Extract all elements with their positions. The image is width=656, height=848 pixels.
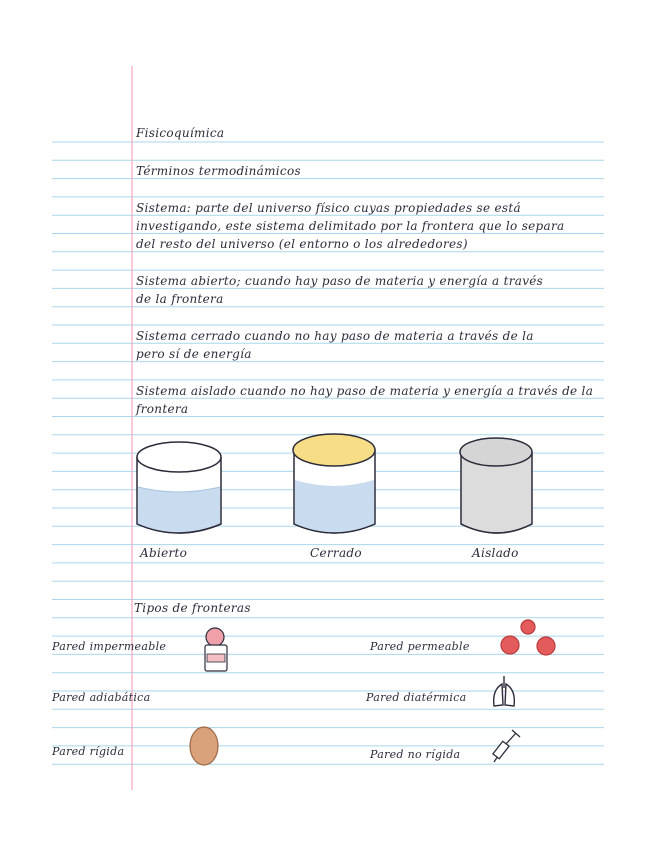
definition-open-line1: Sistema abierto; cuando hay paso de materia y energía a través <box>136 274 544 288</box>
ruled-lines <box>52 142 604 764</box>
definition-open-line2: de la frontera <box>136 292 224 306</box>
definition-closed-line2: pero sí de energía <box>136 347 252 361</box>
boundary-adiabatic: Pared adiabática <box>52 691 151 704</box>
boundary-diathermic: Pared diatérmica <box>366 691 467 704</box>
boundary-permeable: Pared permeable <box>370 640 470 653</box>
label-isolated-system: Aislado <box>472 546 519 560</box>
boundary-non-rigid: Pared no rígida <box>370 748 461 761</box>
boundary-rigid: Pared rígida <box>52 745 125 758</box>
definition-isolated-line1: Sistema aislado cuando no hay paso de materia y energía a través de la <box>136 384 594 398</box>
label-open-system: Abierto <box>140 546 188 560</box>
definition-system-line2: investigando, este sistema delimitado por la frontera que lo separa <box>136 219 565 233</box>
definition-system-line3: del resto del universo (el entorno o los alrededores) <box>136 237 468 251</box>
definition-isolated-line2: frontera <box>136 402 189 416</box>
boundaries-heading: Tipos de fronteras <box>134 601 251 615</box>
label-closed-system: Cerrado <box>310 546 362 560</box>
definition-system-line1: Sistema: parte del universo físico cuyas propiedades se está <box>136 201 521 215</box>
definition-closed-line1: Sistema cerrado cuando no hay paso de materia a través de la <box>136 329 534 343</box>
page-title: Fisicoquímica <box>136 126 225 140</box>
boundary-impermeable: Pared impermeable <box>52 640 167 653</box>
section-heading: Términos termodinámicos <box>136 164 301 178</box>
